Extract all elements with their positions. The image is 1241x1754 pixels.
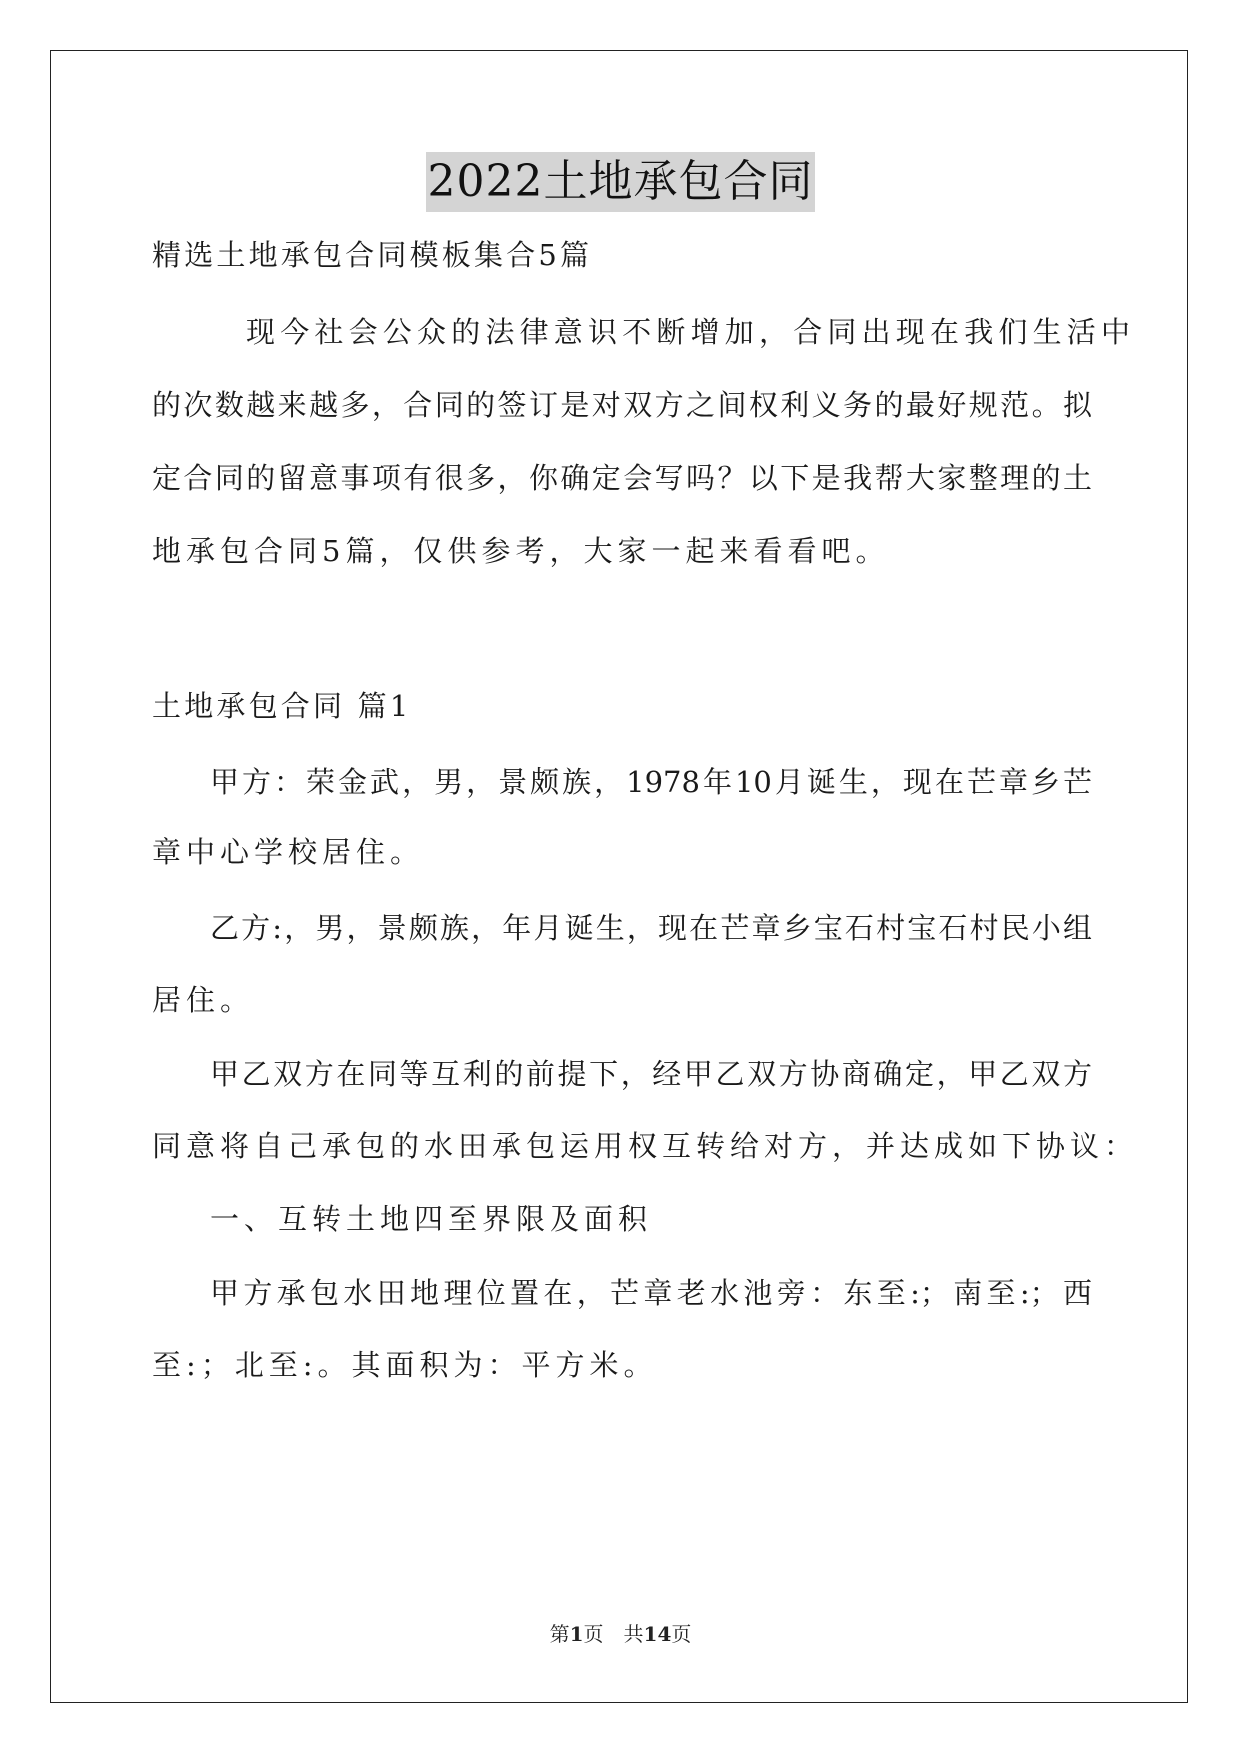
party-b-line-2: 居住。 bbox=[152, 983, 255, 1017]
footer-suffix: 页 bbox=[671, 1622, 692, 1646]
document-subtitle: 精选土地承包合同模板集合5篇 bbox=[152, 238, 593, 272]
title-container bbox=[0, 152, 1241, 212]
intro-line-3: 定合同的留意事项有很多，你确定会写吗？以下是我帮大家整理的土 bbox=[152, 461, 1092, 495]
party-a-line-2: 章中心学校居住。 bbox=[152, 835, 425, 869]
clause-1-heading: 一、互转土地四至界限及面积 bbox=[210, 1202, 653, 1236]
clause-1-line-1: 甲方承包水田地理位置在，芒章老水池旁：东至:；南至:；西 bbox=[210, 1276, 1092, 1310]
intro-line-1: 现今社会公众的法律意识不断增加，合同出现在我们生活中 bbox=[246, 315, 1136, 349]
intro-line-2: 的次数越来越多，合同的签订是对双方之间权利义务的最好规范。拟 bbox=[152, 388, 1092, 422]
page-footer bbox=[0, 1622, 1241, 1646]
footer-prefix: 第 bbox=[549, 1622, 570, 1646]
section-heading: 土地承包合同 篇1 bbox=[152, 689, 412, 723]
page-border bbox=[50, 50, 1188, 1703]
agreement-line-2: 同意将自己承包的水田承包运用权互转给对方，并达成如下协议： bbox=[152, 1129, 1139, 1163]
footer-total-pages: 14 bbox=[643, 1622, 672, 1646]
party-b-line-1: 乙方:，男，景颇族，年月诞生，现在芒章乡宝石村宝石村民小组 bbox=[210, 911, 1092, 945]
document-title: 2022土地承包合同 bbox=[426, 152, 816, 212]
footer-page-number: 1 bbox=[569, 1622, 584, 1646]
agreement-line-1: 甲乙双方在同等互利的前提下，经甲乙双方协商确定，甲乙双方 bbox=[210, 1057, 1092, 1091]
footer-mid: 页 共 bbox=[583, 1622, 644, 1646]
intro-line-4: 地承包合同5篇，仅供参考，大家一起来看看吧。 bbox=[152, 534, 890, 568]
party-a-line-1: 甲方：荣金武，男，景颇族，1978年10月诞生，现在芒章乡芒 bbox=[210, 765, 1092, 799]
clause-1-line-2: 至:；北至:。其面积为：平方米。 bbox=[152, 1348, 658, 1382]
